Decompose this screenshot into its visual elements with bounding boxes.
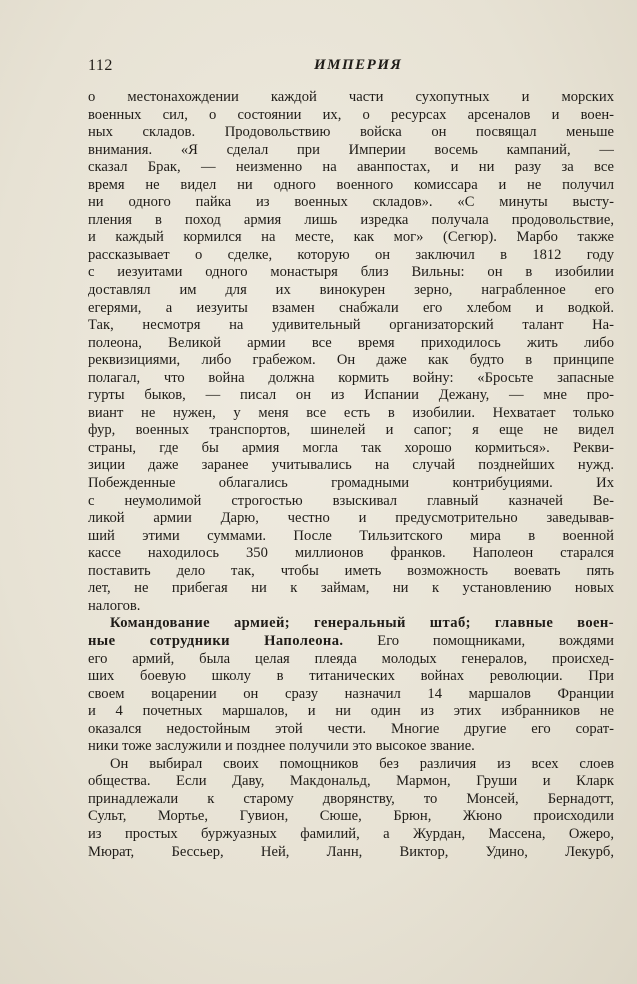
text-line: страны, где бы армия могла так хорошо кормиться». Рекви- [88,439,614,456]
text-line: сказал Брак, — неизменно на аванпостах, и ни разу за все [88,159,614,176]
text-line: Так, несмотря на удивительный организаторский талант На- [88,317,614,334]
text-line: Побежденные облагались громадными контрибуциями. Их [88,475,614,492]
text-line: его армий, была целая плеяда молодых генералов, происхед- [88,650,614,667]
section-heading: Командование армией; генеральный штаб; главные воен- [110,615,614,632]
text-line: общества. Если Даву, Макдональд, Мармон, Груши и Кларк [88,773,614,790]
text-line [88,633,614,651]
text-line: Сульт, Мортье, Гувион, Сюше, Брюн, Жюно происходили [88,808,614,825]
text-line: поставить дело так, чтобы иметь возможность воевать пять [88,562,614,579]
text-line: из простых буржуазных фамилий, а Журдан, Массена, Ожеро, [88,825,614,842]
text-line: полагал, что война должна кормить войну: «Бросьте запасные [88,369,614,386]
text-line: ший этими суммами. После Тильзитского мира в военной [88,527,614,544]
text-line: фур, военных транспортов, шинелей и сапог; я еще не видел [88,422,614,439]
text-line: внимания. «Я сделал при Империи восемь кампаний, — [88,141,614,158]
text-line: ни одного пайка из военных складов». «С минуты высту- [88,194,614,211]
text-line: с неумолимой строгостью взыскивал главный казначей Ве- [88,492,614,509]
page-header [88,57,620,77]
body-text [88,89,614,861]
text-line: принадлежали к старому дворянству, то Монсей, Бернадотт, [88,790,614,807]
text-line: ники тоже заслужили и позднее получили это высокое звание. [88,738,475,755]
text-line: егерями, а иезуиты взамен снабжали его хлебом и водкой. [88,299,614,316]
text-line: ликой армии Дарю, честно и предусмотрительно заведывав- [88,510,614,527]
text-run: Его помощниками, вождями [343,632,614,649]
text-line: виант не нужен, у меня все есть в изобилии. Нехватает только [88,404,614,421]
running-title: ИМПЕРИЯ [314,57,403,73]
text-line: Мюрат, Бессьер, Ней, Ланн, Виктор, Удино, Лекурб, [88,843,614,860]
text-line: время не видел ни одного военного комиссара и не получил [88,176,614,193]
text-line: ных складов. Продовольствию войска он посвящал меньше [88,124,614,141]
text-line: Он выбирал своих помощников без различия из всех слоев [110,755,614,772]
text-line: полеона, Великой армии все время приходилось жить либо [88,334,614,351]
text-line: реквизициями, либо грабежом. Он даже как будто в принципе [88,352,614,369]
text-line: кассе находилось 350 миллионов франков. Наполеон старался [88,545,614,562]
section-heading-continuation: ные сотрудники Наполеона. [88,632,344,649]
text-line: зиции даже заранее учитывались на случай позднейших нужд. [88,457,614,474]
text-line: ших боевую школу в титанических войнах революции. При [88,668,614,685]
text-line: оказался недостойным этой чести. Многие другие его сорат- [88,720,614,737]
text-line: своем воцарении он сразу назначил 14 маршалов Франции [88,685,614,702]
page-number: 112 [88,57,113,74]
text-line: и 4 почетных маршалов, и ни один из этих избранников не [88,703,614,720]
text-line: с иезуитами одного монастыря близ Вильны: он в изобилии [88,264,614,281]
text-line: пления в поход армия лишь изредка получала продовольствие, [88,211,614,228]
text-line: доставлял им для их винокурен зерно, награбленное его [88,282,614,299]
text-line: рассказывает о сделке, которую он заключил в 1812 году [88,246,614,263]
text-line: гурты быков, — писал он из Испании Дежану, — мне про- [88,387,614,404]
text-line: о местонахождении каждой части сухопутных и морских [88,89,614,105]
text-line: и каждый кормился на месте, как мог» (Сегюр). Марбо также [88,229,614,246]
text-line: лет, не прибегая ни к займам, ни к установлению новых [88,580,614,597]
text-line: военных сил, о состоянии их, о ресурсах арсеналов и воен- [88,106,614,123]
text-line: налогов. [88,597,141,614]
